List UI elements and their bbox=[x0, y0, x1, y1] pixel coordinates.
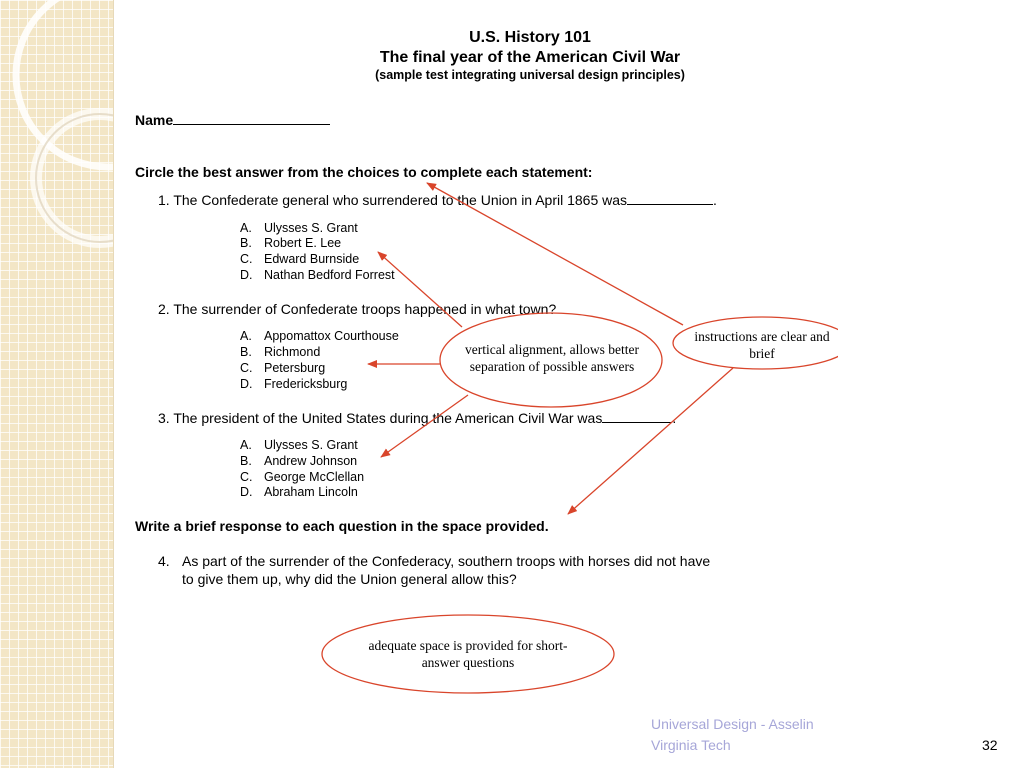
option-letter: D. bbox=[240, 268, 253, 282]
option-letter: C. bbox=[240, 470, 253, 484]
option-label: Ulysses S. Grant bbox=[264, 438, 358, 452]
question-3-suffix: . bbox=[672, 410, 677, 426]
option-letter: B. bbox=[240, 345, 252, 359]
option-label: Abraham Lincoln bbox=[264, 485, 358, 499]
footer-author: Universal Design - Asselin bbox=[651, 716, 814, 732]
option-label: Richmond bbox=[264, 345, 321, 359]
annotation-vertical-alignment: vertical alignment, allows better separation of possible answers bbox=[465, 342, 639, 374]
option-letter: B. bbox=[240, 236, 252, 250]
arrow-to-section2-instruction bbox=[568, 368, 733, 514]
option-letter: A. bbox=[240, 438, 252, 452]
arrow-to-q3-options bbox=[381, 395, 468, 457]
question-2: 2. The surrender of Confederate troops happened in what town? bbox=[158, 301, 557, 317]
question-1-text: 1. The Confederate general who surrendered to the Union in April 1865 was bbox=[158, 192, 628, 208]
question-4-number: 4. bbox=[158, 553, 170, 569]
option-letter: B. bbox=[240, 454, 252, 468]
option-letter: A. bbox=[240, 329, 252, 343]
test-subtitle: The final year of the American Civil War bbox=[379, 49, 681, 66]
footer-institution: Virginia Tech bbox=[651, 737, 731, 753]
option-label: Ulysses S. Grant bbox=[264, 221, 358, 235]
option-letter: D. bbox=[240, 485, 253, 499]
arrow-to-q1-options bbox=[378, 252, 462, 327]
name-label: Name bbox=[135, 112, 174, 128]
option-label: Nathan Bedford Forrest bbox=[264, 268, 395, 282]
option-label: George McClellan bbox=[264, 470, 365, 484]
option-letter: A. bbox=[240, 221, 252, 235]
option-label: Appomattox Courthouse bbox=[264, 329, 399, 343]
question-3-text: 3. The president of the United States during the American Civil War was bbox=[158, 410, 603, 426]
option-label: Petersburg bbox=[264, 361, 326, 375]
test-title: U.S. History 101 bbox=[469, 29, 591, 46]
option-letter: D. bbox=[240, 377, 253, 391]
option-label: Andrew Johnson bbox=[264, 454, 358, 468]
page-number: 32 bbox=[982, 737, 998, 753]
section1-instruction: Circle the best answer from the choices to complete each statement: bbox=[135, 164, 593, 180]
option-label: Edward Burnside bbox=[264, 252, 360, 266]
option-label: Robert E. Lee bbox=[264, 236, 342, 250]
arrow-to-section1-instruction bbox=[427, 183, 683, 325]
annotation-instructions: instructions are clear and brief bbox=[694, 329, 830, 361]
test-note: (sample test integrating universal design principles) bbox=[375, 68, 685, 82]
option-letter: C. bbox=[240, 252, 253, 266]
section2-instruction: Write a brief response to each question in the space provided. bbox=[135, 518, 549, 534]
annotation-space: adequate space is provided for short-answer questions bbox=[368, 638, 568, 670]
option-label: Fredericksburg bbox=[264, 377, 348, 391]
question-4-line-2: to give them up, why did the Union general allow this? bbox=[182, 571, 517, 587]
question-1-suffix: . bbox=[713, 192, 717, 208]
question-4-line-1: As part of the surrender of the Confederacy, southern troops with horses did not have bbox=[182, 553, 711, 569]
option-letter: C. bbox=[240, 361, 253, 375]
